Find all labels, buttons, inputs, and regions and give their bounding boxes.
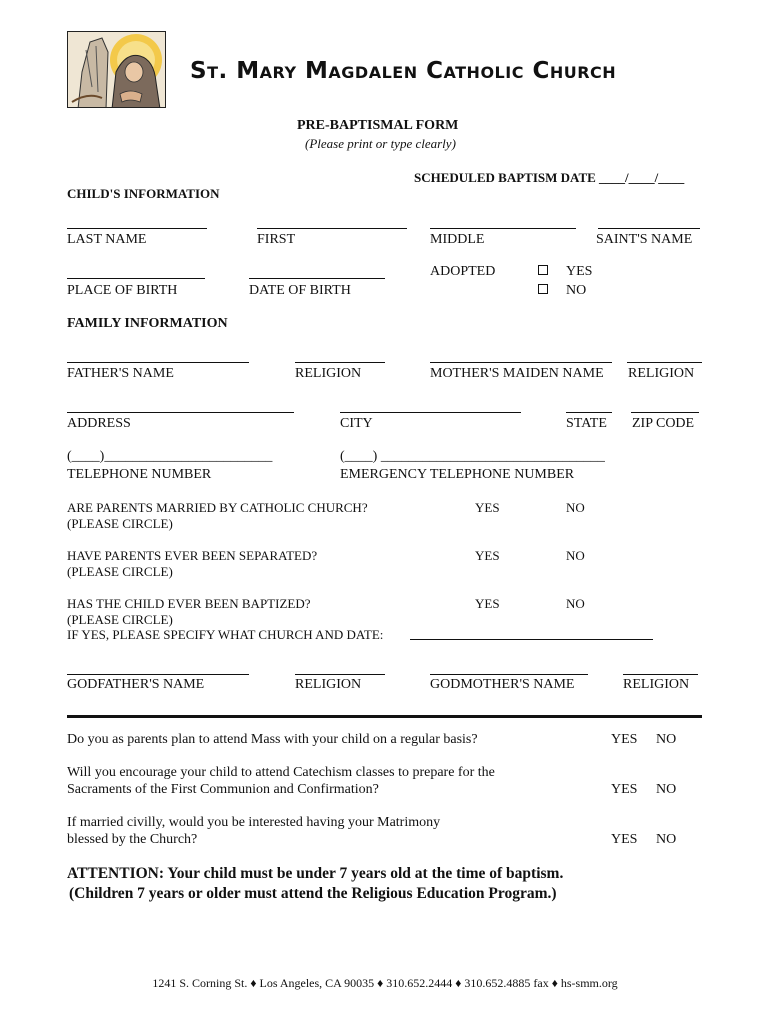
attention-line1: ATTENTION: Your child must be under 7 years old at the time of baptism. [67, 865, 564, 882]
last-name-field[interactable] [67, 228, 207, 229]
baptized-no[interactable]: NO [566, 596, 585, 611]
city-label: CITY [340, 416, 373, 431]
married-catholic-yes[interactable]: YES [475, 500, 500, 515]
place-of-birth-label: PLACE OF BIRTH [67, 283, 178, 298]
question-note: (PLEASE CIRCLE) [67, 516, 173, 531]
question-married-catholic: ARE PARENTS MARRIED BY CATHOLIC CHURCH? [67, 500, 368, 515]
section-divider [67, 715, 702, 718]
mass-no[interactable]: NO [656, 732, 677, 747]
matrimony-yes[interactable]: YES [611, 832, 638, 847]
question-separated: HAVE PARENTS EVER BEEN SEPARATED? [67, 548, 318, 563]
emergency-telephone-label: EMERGENCY TELEPHONE NUMBER [340, 467, 575, 482]
parent-question-matrimony-line1: If married civilly, would you be interested having your Matrimony [67, 815, 441, 830]
married-catholic-no[interactable]: NO [566, 500, 585, 515]
church-name: St. Mary Magdalen Catholic Church [190, 58, 617, 84]
telephone-label: TELEPHONE NUMBER [67, 467, 212, 482]
godmother-religion-label: RELIGION [623, 677, 690, 692]
first-name-field[interactable] [257, 228, 407, 229]
question-note: (PLEASE CIRCLE) [67, 564, 173, 579]
question-note: (PLEASE CIRCLE) [67, 612, 173, 627]
zip-code-field[interactable] [631, 412, 699, 413]
form-title: PRE-BAPTISMAL FORM [297, 118, 459, 133]
church-logo [67, 31, 166, 108]
state-field[interactable] [566, 412, 612, 413]
adopted-label: ADOPTED [430, 264, 496, 279]
godfathers-name-field[interactable] [67, 674, 249, 675]
form-subtitle: (Please print or type clearly) [305, 136, 456, 151]
last-name-label: LAST NAME [67, 232, 147, 247]
catechism-no[interactable]: NO [656, 782, 677, 797]
godmothers-name-field[interactable] [430, 674, 588, 675]
state-label: STATE [566, 416, 607, 431]
church-and-date-label: IF YES, PLEASE SPECIFY WHAT CHURCH AND DATE: [67, 627, 384, 642]
mothers-maiden-name-label: MOTHER'S MAIDEN NAME [430, 366, 604, 381]
parent-question-catechism-line2: Sacraments of the First Communion and Confirmation? [67, 782, 379, 797]
address-label: ADDRESS [67, 416, 131, 431]
first-name-label: FIRST [257, 232, 296, 247]
attention-line2: (Children 7 years or older must attend the Religious Education Program.) [69, 885, 557, 902]
godfather-religion-field[interactable] [295, 674, 385, 675]
fathers-name-label: FATHER'S NAME [67, 366, 174, 381]
family-info-heading: FAMILY INFORMATION [67, 316, 228, 331]
adopted-no-checkbox[interactable] [538, 284, 548, 294]
telephone-field[interactable]: (____)________________________ [67, 449, 273, 464]
middle-name-label: MIDDLE [430, 232, 485, 247]
date-of-birth-field[interactable] [249, 278, 385, 279]
godfathers-name-label: GODFATHER'S NAME [67, 677, 205, 692]
fathers-name-field[interactable] [67, 362, 249, 363]
scheduled-baptism-date[interactable]: SCHEDULED BAPTISM DATE ____/____/____ [414, 170, 685, 185]
godfather-religion-label: RELIGION [295, 677, 362, 692]
godmothers-name-label: GODMOTHER'S NAME [430, 677, 575, 692]
separated-no[interactable]: NO [566, 548, 585, 563]
middle-name-field[interactable] [430, 228, 576, 229]
godmother-religion-field[interactable] [623, 674, 698, 675]
parent-question-matrimony-line2: blessed by the Church? [67, 832, 198, 847]
parent-question-catechism-line1: Will you encourage your child to attend Catechism classes to prepare for the [67, 765, 495, 780]
adopted-yes-label: YES [566, 264, 593, 279]
date-of-birth-label: DATE OF BIRTH [249, 283, 351, 298]
matrimony-no[interactable]: NO [656, 832, 677, 847]
church-and-date-field[interactable] [410, 639, 653, 640]
father-religion-field[interactable] [295, 362, 385, 363]
question-baptized: HAS THE CHILD EVER BEEN BAPTIZED? [67, 596, 311, 611]
emergency-telephone-field[interactable]: (____) ________________________________ [340, 449, 605, 464]
mother-religion-field[interactable] [627, 362, 702, 363]
baptized-yes[interactable]: YES [475, 596, 500, 611]
adopted-no-label: NO [566, 283, 587, 298]
mother-religion-label: RELIGION [628, 366, 695, 381]
city-field[interactable] [340, 412, 521, 413]
catechism-yes[interactable]: YES [611, 782, 638, 797]
saints-name-field[interactable] [598, 228, 700, 229]
footer-contact: 1241 S. Corning St. ♦ Los Angeles, CA 90035 ♦ 310.652.2444 ♦ 310.652.4885 fax ♦ hs-smm.org [152, 976, 618, 990]
saints-name-label: SAINT'S NAME [596, 232, 693, 247]
address-field[interactable] [67, 412, 294, 413]
parent-question-mass: Do you as parents plan to attend Mass with your child on a regular basis? [67, 732, 478, 747]
mass-yes[interactable]: YES [611, 732, 638, 747]
father-religion-label: RELIGION [295, 366, 362, 381]
place-of-birth-field[interactable] [67, 278, 205, 279]
separated-yes[interactable]: YES [475, 548, 500, 563]
adopted-yes-checkbox[interactable] [538, 265, 548, 275]
child-info-heading: CHILD'S INFORMATION [67, 186, 220, 201]
mothers-maiden-name-field[interactable] [430, 362, 612, 363]
zip-code-label: ZIP CODE [632, 416, 695, 431]
